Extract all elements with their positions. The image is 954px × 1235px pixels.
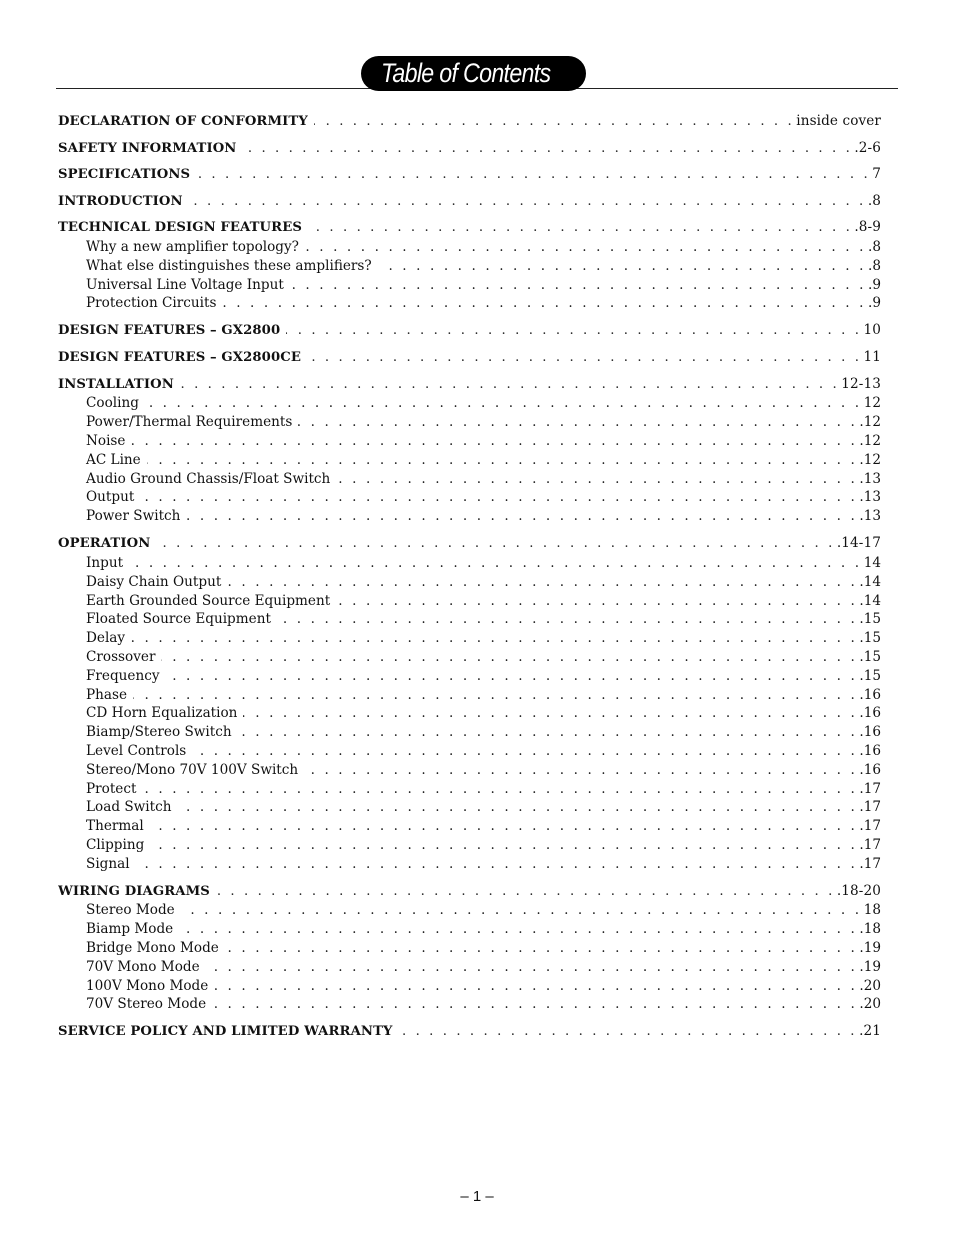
dot-leader (206, 958, 858, 977)
toc-subentry[interactable] (58, 901, 881, 920)
toc-subentry[interactable] (58, 667, 881, 686)
toc-subentry-label: Input (86, 554, 124, 571)
toc-subentry-label: Bridge Mono Mode (86, 940, 219, 957)
table-of-contents (58, 112, 881, 1041)
toc-entry-label: DESIGN FEATURES – GX2800CE (58, 350, 301, 366)
toc-subentry[interactable] (58, 761, 881, 780)
dot-leader (189, 193, 866, 210)
dot-leader (308, 219, 852, 236)
toc-subsection-list (58, 901, 881, 1014)
toc-subentry-label: 100V Mono Mode (86, 977, 209, 994)
dot-leader (192, 742, 857, 761)
dot-leader (142, 780, 857, 799)
toc-entry-page: .21 (859, 1023, 881, 1040)
toc-subentry-page: .13 (859, 470, 881, 487)
toc-subentry-label: Daisy Chain Output (86, 573, 222, 590)
toc-subentry[interactable] (58, 704, 881, 723)
toc-subentry-label: Protection Circuits (86, 295, 217, 312)
toc-entry[interactable] (58, 165, 881, 183)
toc-subentry-label: Power/Thermal Requirements (86, 414, 293, 431)
toc-section (58, 348, 881, 366)
toc-entry-label: WIRING DIAGRAMS (58, 883, 210, 899)
toc-subentry-label: CD Horn Equalization (86, 705, 238, 722)
toc-subentry-page: .16 (859, 686, 881, 703)
toc-subentry-label: Universal Line Voltage Input (86, 276, 284, 293)
toc-subentry-label: Audio Ground Chassis/Float Switch (86, 470, 331, 487)
dot-leader (214, 977, 857, 996)
toc-subentry[interactable] (58, 817, 881, 836)
toc-subentry[interactable] (58, 276, 881, 295)
toc-section (58, 321, 881, 339)
toc-subentry-page: .20 (859, 977, 881, 994)
toc-subentry-page: 12 (863, 395, 881, 412)
toc-entry[interactable] (58, 218, 881, 236)
toc-entry[interactable] (58, 139, 881, 157)
toc-subentry[interactable] (58, 413, 881, 432)
toc-subentry-page: .8 (868, 257, 881, 274)
toc-subentry-label: Stereo Mode (86, 902, 175, 919)
dot-leader (133, 686, 857, 705)
toc-subentry[interactable] (58, 394, 881, 413)
toc-subentry-page: .15 (859, 667, 881, 684)
toc-subentry-page: .9 (868, 276, 881, 293)
toc-subentry-page: 18 (863, 902, 881, 919)
toc-entry-page: .18-20 (836, 882, 881, 899)
toc-subentry[interactable] (58, 592, 881, 611)
toc-entry-label: SAFETY INFORMATION (58, 140, 237, 156)
dot-leader (225, 939, 858, 958)
toc-subentry-label: Protect (86, 780, 137, 797)
toc-entry[interactable] (58, 534, 881, 552)
toc-section (58, 882, 881, 1015)
dot-leader (145, 394, 862, 413)
dot-leader (307, 349, 862, 366)
toc-subentry-label: Crossover (86, 648, 156, 665)
dot-leader (150, 817, 858, 836)
toc-entry-label: SPECIFICATIONS (58, 167, 191, 183)
toc-entry-label: OPERATION (58, 536, 151, 552)
toc-subentry-label: AC Line (86, 451, 141, 468)
toc-subentry[interactable] (58, 855, 881, 874)
dot-leader (336, 592, 857, 611)
dot-leader (304, 761, 857, 780)
toc-subentry-page: .17 (859, 855, 881, 872)
toc-subentry-page: .12 (859, 414, 881, 431)
toc-subentry-label: Power Switch (86, 508, 181, 525)
toc-entry-label: TECHNICAL DESIGN FEATURES (58, 220, 302, 236)
dot-leader (179, 920, 857, 939)
dot-leader (181, 901, 862, 920)
toc-section (58, 534, 881, 873)
toc-subentry[interactable] (58, 723, 881, 742)
toc-subentry-label: 70V Mono Mode (86, 958, 200, 975)
toc-entry[interactable] (58, 375, 881, 393)
toc-subentry-label: Clipping (86, 836, 145, 853)
toc-entry[interactable] (58, 882, 881, 900)
toc-subentry-page: .12 (859, 451, 881, 468)
toc-section (58, 112, 881, 130)
dot-leader (242, 140, 852, 157)
toc-section (58, 192, 881, 210)
toc-subentry[interactable] (58, 939, 881, 958)
dot-leader (129, 554, 862, 573)
toc-entry-label: DECLARATION OF CONFORMITY (58, 114, 308, 129)
dot-leader (298, 413, 857, 432)
toc-subentry-label: Earth Grounded Source Equipment (86, 592, 331, 609)
toc-entry-page: .8-9 (854, 219, 881, 236)
dot-leader (186, 507, 857, 526)
toc-subsection-list (58, 554, 881, 874)
toc-subsection-list (58, 394, 881, 526)
toc-subentry[interactable] (58, 507, 881, 526)
toc-section (58, 375, 881, 526)
toc-section (58, 139, 881, 157)
toc-subentry[interactable] (58, 742, 881, 761)
toc-subentry-page: .17 (859, 818, 881, 835)
toc-subentry-page: .18 (859, 921, 881, 938)
toc-subentry-label: Stereo/Mono 70V 100V Switch (86, 761, 299, 778)
dot-leader (277, 610, 857, 629)
toc-subentry-page: .19 (859, 940, 881, 957)
toc-subentry-page: .9 (868, 295, 881, 312)
toc-subentry[interactable] (58, 451, 881, 470)
dot-leader (290, 276, 866, 295)
toc-subentry[interactable] (58, 648, 881, 667)
page-title (361, 56, 586, 91)
dot-leader (336, 470, 857, 489)
toc-entry[interactable] (58, 321, 881, 339)
dot-leader (227, 573, 857, 592)
toc-entry-page: inside cover (796, 113, 881, 129)
toc-subentry-page: .19 (859, 958, 881, 975)
dot-leader (378, 257, 866, 276)
toc-subentry-page: .15 (859, 630, 881, 647)
toc-subentry-page: .16 (859, 742, 881, 759)
dot-leader (314, 113, 794, 130)
toc-subentry[interactable] (58, 977, 881, 996)
toc-subsection-list (58, 238, 881, 313)
dot-leader (166, 667, 858, 686)
toc-subentry-page: .14 (859, 573, 881, 590)
dot-leader (161, 648, 857, 667)
toc-subentry[interactable] (58, 995, 881, 1014)
dot-leader (216, 883, 835, 900)
toc-entry-label: SERVICE POLICY AND LIMITED WARRANTY (58, 1024, 393, 1040)
toc-subentry[interactable] (58, 573, 881, 592)
toc-subentry[interactable] (58, 257, 881, 276)
toc-subentry[interactable] (58, 488, 881, 507)
dot-leader (222, 294, 866, 313)
toc-entry-page: 10 (863, 322, 881, 339)
toc-subentry-label: Biamp Mode (86, 921, 174, 938)
dot-leader (136, 855, 858, 874)
dot-leader (131, 432, 857, 451)
toc-entry-page: 12-13 (841, 375, 881, 392)
toc-subentry[interactable] (58, 629, 881, 648)
toc-subentry-page: .16 (859, 724, 881, 741)
toc-subentry[interactable] (58, 432, 881, 451)
toc-subentry-label: Biamp/Stereo Switch (86, 724, 232, 741)
toc-entry-page: .14-17 (836, 535, 881, 552)
toc-subentry-label: Cooling (86, 395, 139, 412)
dot-leader (286, 322, 861, 339)
page-title-text: Table of Contents (381, 58, 551, 88)
toc-subentry-label: Delay (86, 630, 126, 647)
dot-leader (196, 166, 870, 183)
toc-entry[interactable] (58, 348, 881, 366)
toc-subentry[interactable] (58, 780, 881, 799)
toc-subentry-label: Signal (86, 855, 130, 872)
dot-leader (131, 629, 857, 648)
toc-subentry-page: .12 (859, 433, 881, 449)
toc-subentry-page: .14 (859, 592, 881, 609)
toc-subentry-page: .15 (859, 611, 881, 628)
dot-leader (147, 451, 858, 470)
toc-subentry[interactable] (58, 294, 881, 313)
toc-subentry-label: Phase (86, 686, 128, 703)
page-number: – 1 – (460, 1188, 494, 1205)
dot-leader (180, 376, 839, 393)
toc-entry-page: .8 (867, 192, 881, 209)
toc-subentry[interactable] (58, 798, 881, 817)
dot-leader (212, 995, 857, 1014)
toc-subentry-page: .8 (868, 239, 881, 256)
toc-section (58, 218, 881, 313)
toc-subentry-label: What else distinguishes these amplifiers? (86, 257, 372, 274)
toc-section (58, 1022, 881, 1040)
toc-entry-label: INTRODUCTION (58, 193, 183, 209)
toc-subentry-label: Noise (86, 433, 126, 449)
toc-subentry[interactable] (58, 238, 881, 257)
toc-entry-label: DESIGN FEATURES – GX2800 (58, 323, 281, 339)
toc-subentry-page: .17 (859, 780, 881, 797)
toc-entry-page: 7 (872, 166, 881, 183)
toc-subentry-page: .16 (859, 705, 881, 722)
toc-entry[interactable] (58, 1022, 881, 1040)
toc-subentry-page: 14 (863, 554, 881, 571)
toc-entry-page: 11 (863, 349, 881, 366)
toc-subentry[interactable] (58, 958, 881, 977)
dot-leader (150, 836, 857, 855)
toc-subentry-label: Floated Source Equipment (86, 611, 271, 628)
toc-subentry-page: .20 (859, 996, 881, 1013)
toc-subentry-label: Frequency (86, 667, 160, 684)
toc-entry[interactable] (58, 192, 881, 210)
dot-leader (140, 488, 857, 507)
toc-subentry-page: .16 (859, 761, 881, 778)
dot-leader (305, 238, 866, 257)
toc-entry-page: .2-6 (854, 139, 881, 156)
toc-subentry-page: .13 (859, 508, 881, 525)
toc-subentry[interactable] (58, 610, 881, 629)
toc-subentry-label: Level Controls (86, 742, 187, 759)
dot-leader (238, 723, 858, 742)
dot-leader (243, 704, 857, 723)
toc-subentry[interactable] (58, 836, 881, 855)
toc-subentry-page: .15 (859, 648, 881, 665)
dot-leader (156, 535, 835, 552)
toc-subentry[interactable] (58, 470, 881, 489)
toc-subentry-page: .13 (859, 489, 881, 506)
dot-leader (177, 798, 857, 817)
toc-subentry[interactable] (58, 920, 881, 939)
toc-subentry[interactable] (58, 554, 881, 573)
dot-leader (399, 1023, 858, 1040)
toc-subentry-page: .17 (859, 836, 881, 853)
toc-section (58, 165, 881, 183)
toc-subentry-label: Thermal (86, 818, 144, 835)
toc-subentry[interactable] (58, 686, 881, 705)
toc-subentry-label: Output (86, 489, 135, 506)
toc-subentry-label: Load Switch (86, 799, 172, 816)
toc-subentry-label: Why a new amplifier topology? (86, 239, 299, 256)
toc-entry-label: INSTALLATION (58, 376, 174, 392)
toc-entry[interactable] (58, 112, 881, 130)
toc-subentry-label: 70V Stereo Mode (86, 996, 207, 1013)
toc-subentry-page: .17 (859, 799, 881, 816)
